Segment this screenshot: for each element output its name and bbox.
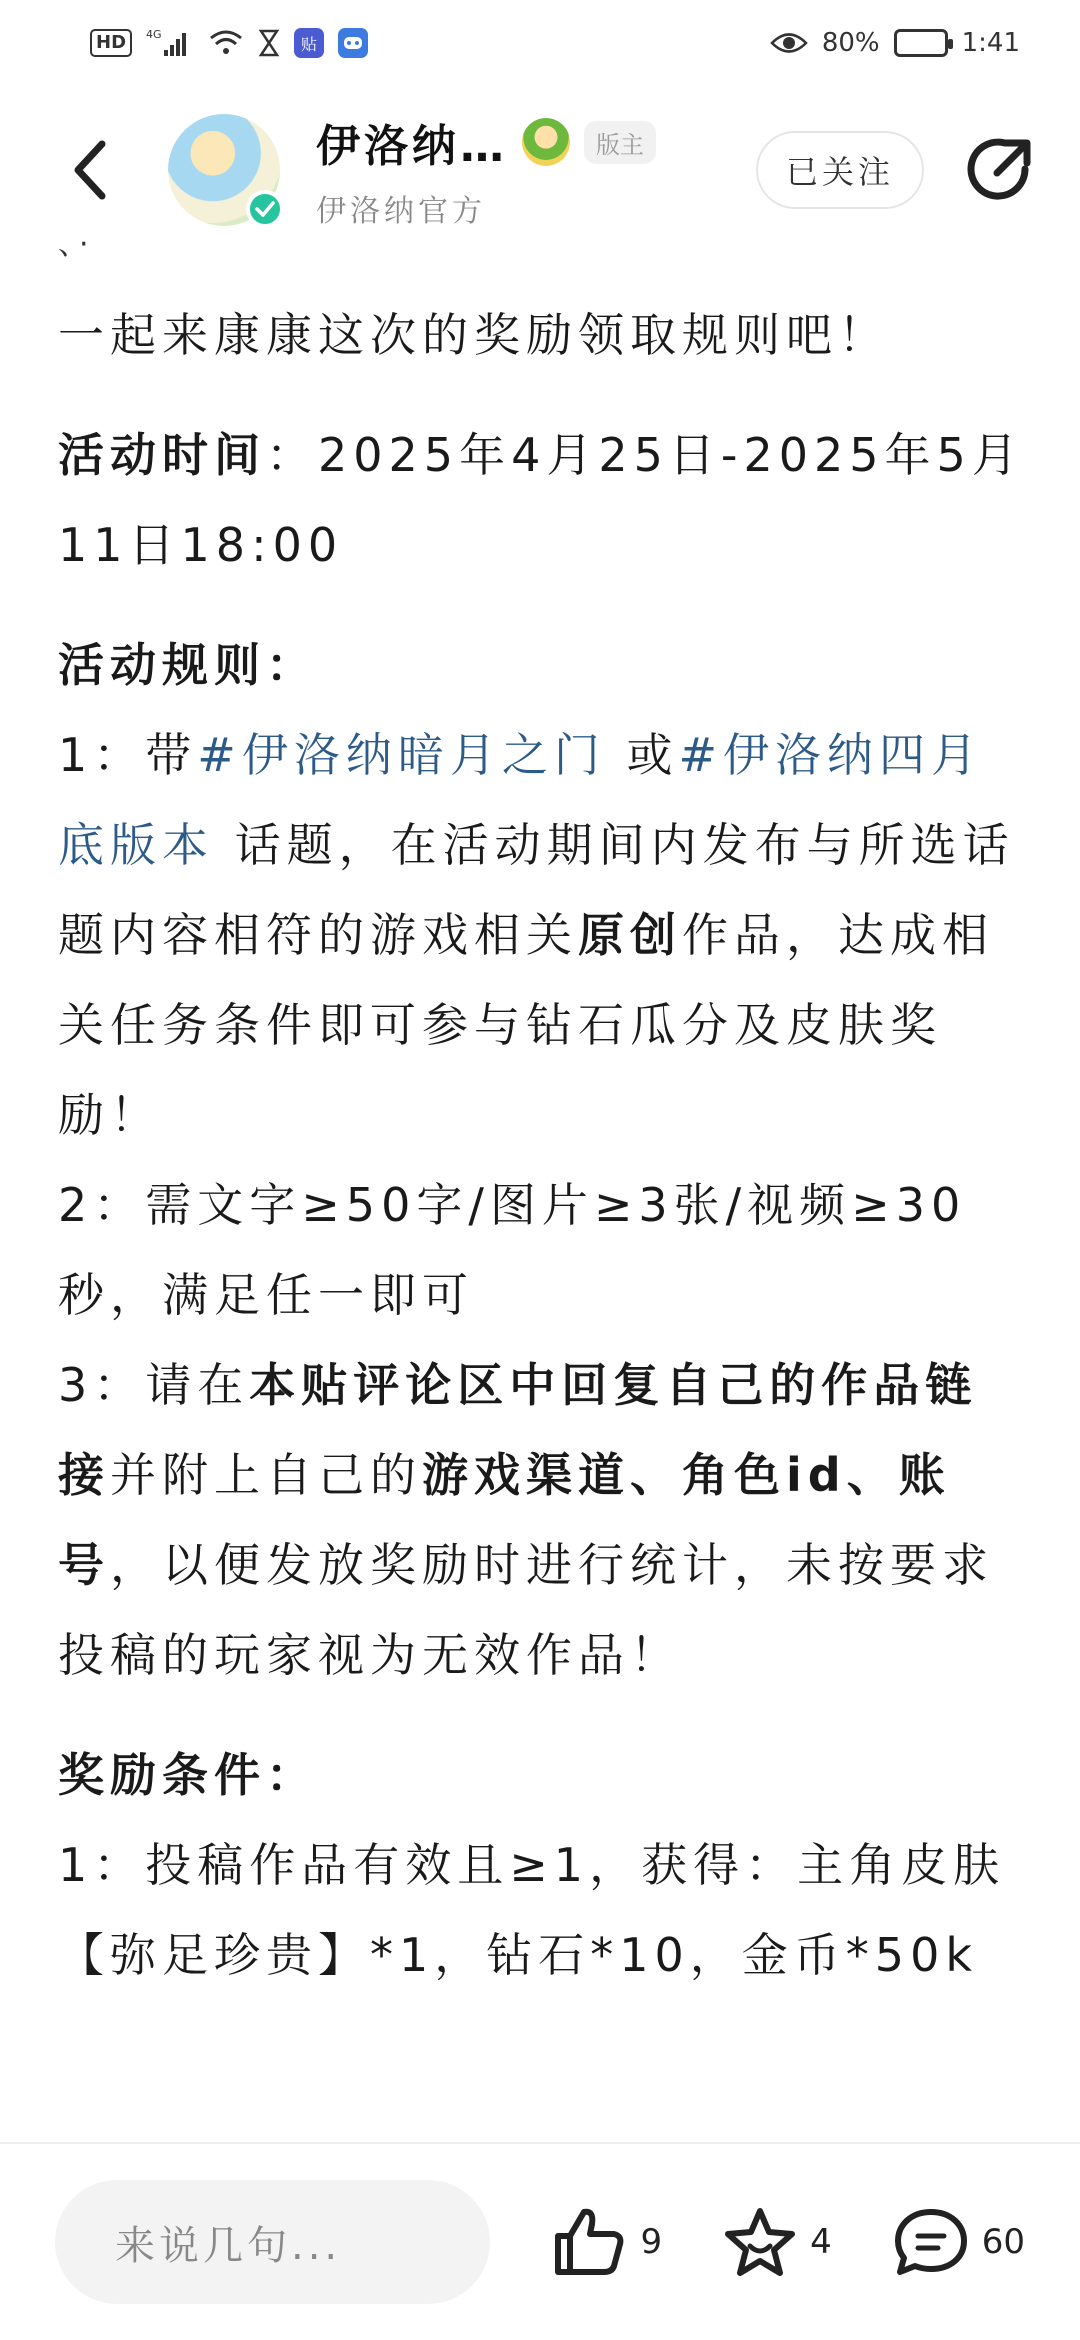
comment-count: 60 xyxy=(981,2222,1025,2262)
status-left xyxy=(90,28,368,58)
rule-3-bold-1: 本贴评论区中回复自己的作品链接 xyxy=(58,1358,978,1502)
verified-badge-icon xyxy=(246,190,284,228)
bottom-action-bar xyxy=(0,2142,1080,2340)
rule-3-end: ，以便发放奖励时进行统计，未按要求投稿的玩家视为无效作品！ xyxy=(58,1538,994,1682)
rules-label: 活动规则： xyxy=(58,638,318,692)
star-icon xyxy=(722,2206,798,2278)
hourglass-icon xyxy=(258,28,280,58)
status-right xyxy=(770,28,1020,58)
battery-icon xyxy=(894,29,948,57)
back-button[interactable] xyxy=(50,130,130,210)
rule-1-bold: 原创 xyxy=(578,908,682,962)
follow-button[interactable]: 已关注 xyxy=(756,131,924,209)
game-app-icon xyxy=(338,28,368,58)
reward-1: 1：投稿作品有效且≥1，获得：主角皮肤【弥足珍贵】*1，钻石*10，金币*50k xyxy=(58,1838,1006,1982)
rule-3 xyxy=(58,1340,1028,1700)
wifi-icon xyxy=(208,28,244,58)
favorite-count: 4 xyxy=(810,2222,832,2262)
status-time: 1:41 xyxy=(961,28,1020,58)
tieba-app-icon: 贴 xyxy=(294,28,324,58)
thumbs-up-icon xyxy=(552,2206,628,2278)
author-name[interactable]: 伊洛纳… xyxy=(316,121,508,172)
rule-1 xyxy=(58,710,1028,1160)
topic-link-1[interactable]: #伊洛纳暗月之门 xyxy=(197,728,606,782)
rule-1-mid: 话题，在活动期间内发布与所选话题内容相符的游戏相关 xyxy=(58,818,1015,962)
author-avatar[interactable] xyxy=(168,114,280,226)
chevron-left-icon xyxy=(70,140,110,200)
status-bar xyxy=(0,0,1080,86)
cut-off-line: 、· xyxy=(58,240,95,260)
hd-indicator: HD xyxy=(90,29,132,57)
post-header xyxy=(0,100,1080,240)
intro-text: 一起来康康这次的奖励领取规则吧！ xyxy=(58,308,890,362)
rule-2: 2：需文字≥50字/图片≥3张/视频≥30秒，满足任一即可 xyxy=(58,1178,967,1322)
event-time-label: 活动时间 xyxy=(58,428,266,482)
comment-bubble-icon xyxy=(892,2206,970,2278)
share-button[interactable] xyxy=(960,130,1040,210)
signal-icon xyxy=(146,28,194,58)
comment-button[interactable] xyxy=(892,2206,1025,2278)
topic-link-2[interactable]: #伊洛纳四月底版本 xyxy=(58,728,983,872)
event-time-value: ：2025年4月25日-2025年5月11日18:00 xyxy=(58,428,1024,572)
author-subtitle: 伊洛纳官方 xyxy=(316,194,486,229)
eye-icon xyxy=(770,30,808,56)
like-count: 9 xyxy=(640,2222,663,2262)
author-info xyxy=(316,110,656,230)
rule-3-mid: 并附上自己的 xyxy=(110,1448,422,1502)
post-content xyxy=(58,240,1028,2000)
moderator-badge: 版主 xyxy=(584,121,656,164)
share-icon xyxy=(963,133,1037,207)
comment-input[interactable]: 来说几句... xyxy=(55,2180,490,2304)
battery-percent: 80% xyxy=(821,28,880,58)
rule-3-bold-2: 游戏渠道、角色id、账号 xyxy=(58,1448,951,1592)
rule-1-or: 或 xyxy=(605,728,679,782)
event-time xyxy=(58,410,1028,590)
network-type: 4G xyxy=(146,28,162,41)
rule-1-prefix: 1：带 xyxy=(58,728,198,782)
rule-1-end: 作品，达成相关任务条件即可参与钻石瓜分及皮肤奖励！ xyxy=(58,908,994,1142)
title-row xyxy=(316,110,656,174)
rule-3-prefix: 3：请在 xyxy=(58,1358,250,1412)
like-button[interactable] xyxy=(552,2206,662,2278)
favorite-button[interactable] xyxy=(722,2206,832,2278)
reward-label: 奖励条件： xyxy=(58,1748,318,1802)
moderator-avatar xyxy=(522,118,570,166)
